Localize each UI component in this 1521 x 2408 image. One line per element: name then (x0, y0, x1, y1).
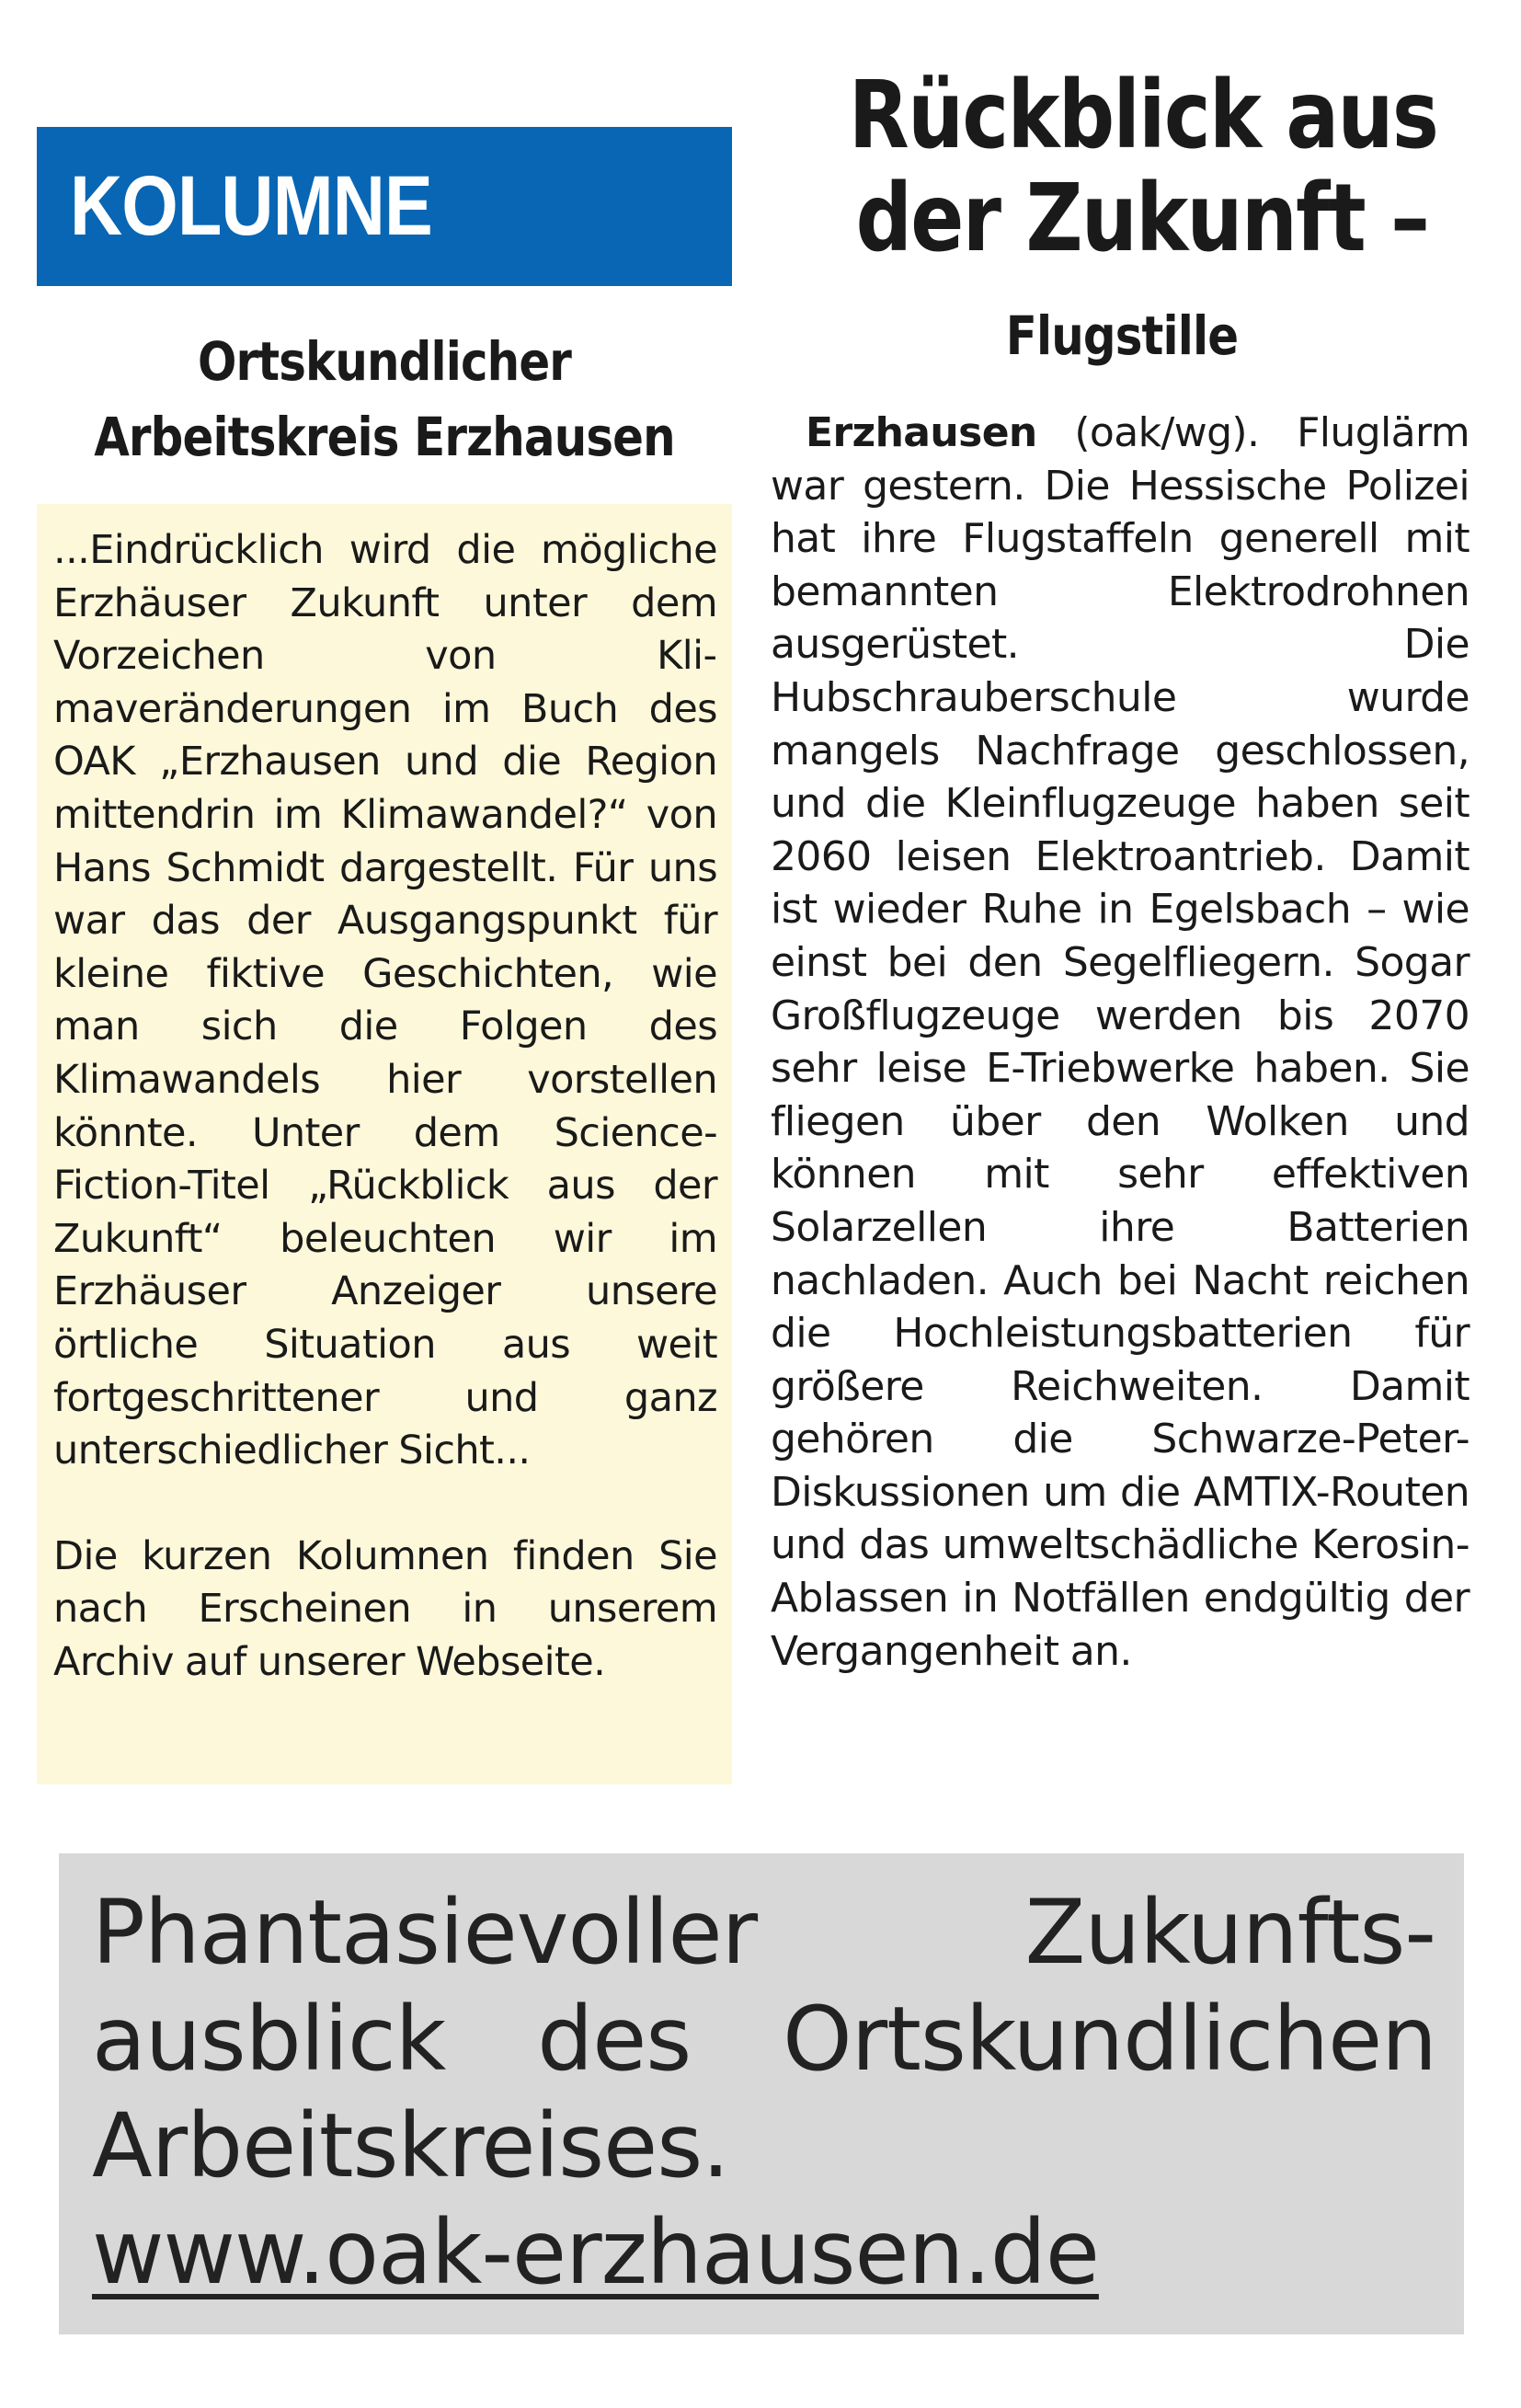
article-body (771, 407, 1470, 1678)
kolumne-banner (37, 127, 732, 286)
article-headline (793, 61, 1492, 273)
intro-paragraph: ...Eindrücklich wird die mögliche Erzhäuser Zukunft unter dem Vorzeichen von Klimaveränderungen im Buch des OAK „Erzhausen und die Region mittendrin im Klimawandel?“ von Hans Schmidt dargestellt. Für uns war das der Ausgangspunkt für kleine fiktive Geschichten, wie man sich die Folgen des Klimawandels hier vorstellen könnte. Unter dem Science-Fiction-Titel „Rückblick aus der Zukunft“ beleuchten wir im Erzhäuser Anzeiger unsere örtliche Situation aus weit fortgeschrittener und ganz unterschiedlicher Sicht... (53, 527, 717, 1474)
footer-promo-text: Phantasievoller Zukunftsausblick des Ortskundlichen Arbeitskreises. (92, 1881, 1436, 2197)
organization-title-line1: Ortskundlicher (197, 330, 572, 393)
article-body-text: (oak/wg). Fluglärm war gestern. Die Hessische Polizei hat ihre Flugstaffeln generell mit bemannten Elektrodrohnen ausgerüstet. Die Hubschrauberschule wurde mangels Nachfrage geschlossen, und die Kleinflugzeuge haben seit 2060 leisen Elektroantrieb. Damit ist wieder Ruhe in Egelsbach – wie einst bei den Segelfliegern. Sogar Großflugzeuge werden bis 2070 sehr leise E-Triebwerke haben. Sie fliegen über den Wolken und können mit sehr effektiven Solarzellen ihre Batterien nachladen. Auch bei Nacht reichen die Hochleistungsbatterien für größere Reichweiten. Damit gehören die Schwarze-Peter-Diskussionen um die AMTIX-Routen und das umweltschädliche Kerosin-Ablassen in Notfällen endgültig der Vergangenheit an. (771, 409, 1470, 1675)
kolumne-label: KOLUMNE (70, 159, 432, 253)
organization-title (37, 324, 732, 475)
footer-promo-box (59, 1853, 1464, 2334)
organization-title-line2: Arbeitskreis Erzhausen (94, 406, 675, 468)
headline-line2: der Zukunft – (855, 164, 1429, 273)
intro-infobox (37, 504, 732, 1784)
archive-paragraph: Die kurzen Kolumnen finden Sie nach Erscheinen in unserem Archiv auf unserer Webseite. (53, 1532, 717, 1685)
article-subheadline (772, 299, 1471, 373)
headline-line1: Rückblick aus (848, 61, 1438, 170)
article-dateline: Erzhausen (806, 409, 1037, 456)
subheadline-text: Flugstille (1005, 304, 1239, 367)
website-link[interactable]: www.oak-erzhausen.de (92, 2201, 1099, 2304)
